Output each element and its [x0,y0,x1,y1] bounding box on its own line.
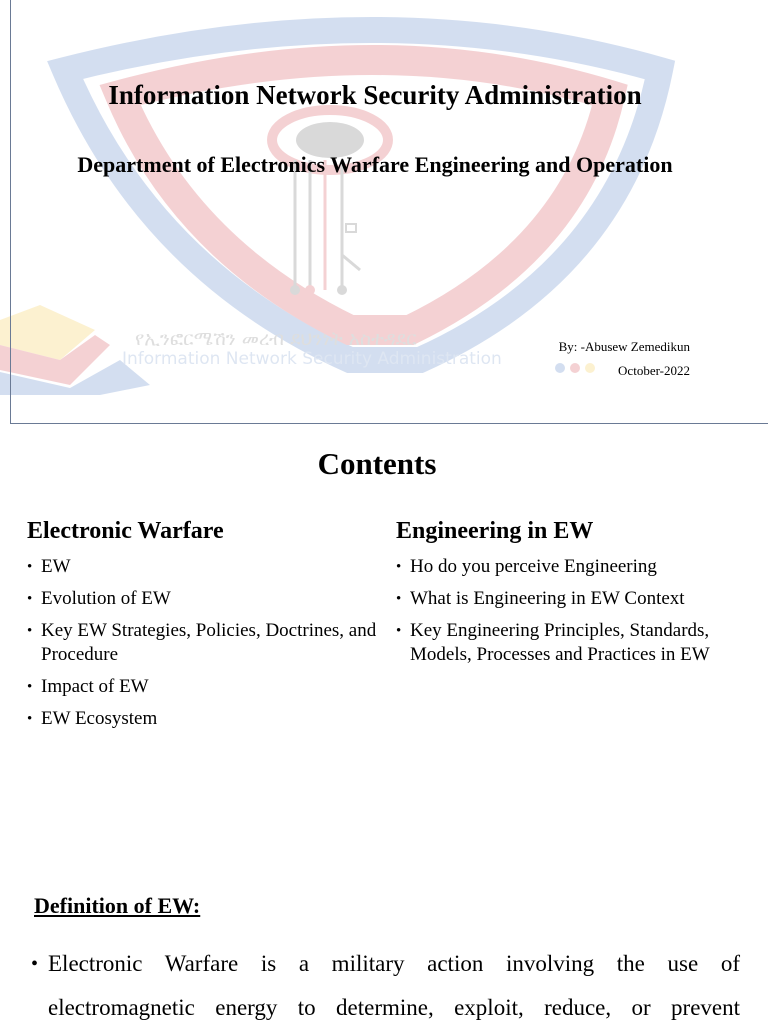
contents-title: Contents [317,446,437,481]
contents-left-column [27,518,377,739]
slide-frame [10,0,768,424]
presentation-date: October-2022 [618,363,690,378]
contents-right-column [396,518,726,675]
title-slide [0,0,768,424]
contents-slide [0,436,768,836]
definition-heading: Definition of EW: [34,893,201,918]
list-item: • EW [27,556,71,577]
list-item: • Impact of EW [27,676,149,697]
definition-text: Electronic Warfare is a military action involving the use of electromagnetic energy to determine, exploit, reduce, or prevent [48,951,740,1020]
list-item: • Key EW Strategies, Policies, Doctrines, and Procedure [27,620,377,665]
list-item: • Key Engineering Principles, Standards, Models, Processes and Practices in EW [396,620,710,665]
slide-subtitle: Department of Electronics Warfare Engineering and Operation [77,152,673,177]
list-item: • Ho do you perceive Engineering [396,556,657,577]
list-item: • Evolution of EW [27,588,171,609]
list-item: • EW Ecosystem [27,708,158,729]
bullet-icon: • [31,953,39,975]
bullet-icon: • [27,559,33,575]
author-credit: By: -Abusew Zemedikun [558,339,690,354]
contents-list [27,555,377,731]
column-heading: Engineering in EW [396,518,594,544]
bullet-icon: • [27,623,33,639]
definition-slide [0,848,768,1024]
column-heading: Electronic Warfare [27,518,224,544]
bullet-icon: • [27,711,33,727]
bullet-icon: • [27,679,33,695]
bullet-icon: • [396,623,402,639]
bullet-icon: • [396,559,402,575]
slide-title: Information Network Security Administration [108,80,642,110]
svg-text:Information Network Security A: Information Network Security Administration [122,349,502,369]
bullet-icon: • [396,591,402,607]
bullet-icon: • [27,591,33,607]
svg-text:የኢንፎርሜሽን መረብ ደህንነት አስተዳደር: የኢንፎርሜሽን መረብ ደህንነት አስተዳደር [135,328,417,350]
contents-list [396,555,726,667]
list-item: • What is Engineering in EW Context [396,588,685,609]
